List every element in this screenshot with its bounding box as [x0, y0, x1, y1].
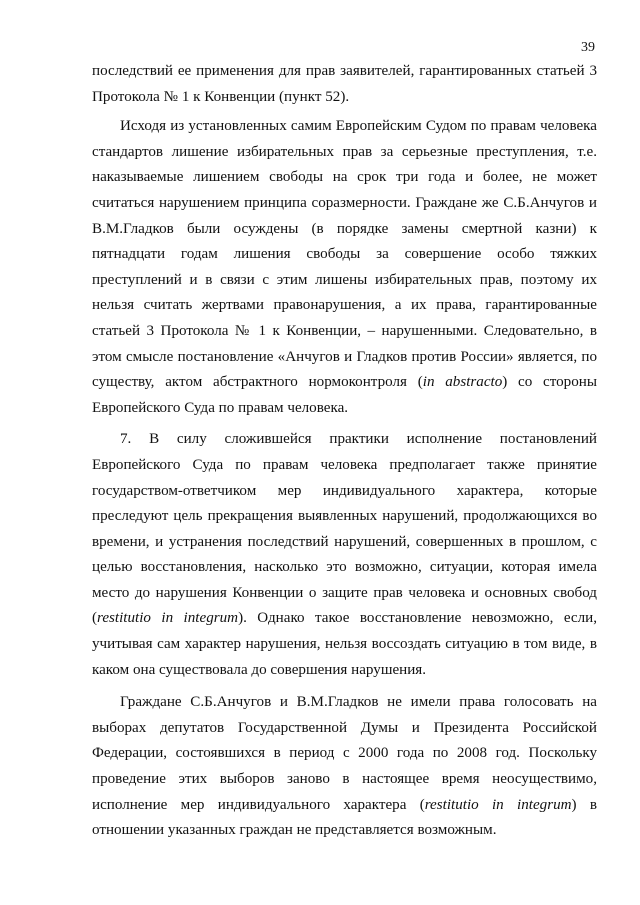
latin-term: restitutio in integrum — [424, 796, 572, 813]
paragraph-text: ) со стороны Европейского Суда по правам человека. — [92, 374, 597, 416]
document-body — [92, 59, 597, 844]
paragraph-text: 7. В силу сложившейся практики исполнение постановлений Европейского Суда по правам человека предполагает также принятие государством-ответчиком мер индивидуального характера, которые преследуют цель прекращения выявленных нарушений, продолжающихся во времени, и устранения последствий нарушений, совершенных в прошлом, с целью восстановления, насколько это возможно, ситуации, которая имела место до нарушения Конвенции о защите прав человека и основных свобод ( — [92, 431, 597, 627]
paragraph-text: Граждане С.Б.Анчугов и В.М.Гладков не имели права голосовать на выборах депутатов Государственной Думы и Президента Российской Федерации, состоявшихся в период с 2000 года по 2008 год. Поскольку проведение этих выборов заново в настоящее время неосуществимо, исполнение мер индивидуального характера ( — [92, 694, 597, 813]
paragraph-standards — [92, 114, 597, 421]
page-number: 39 — [581, 40, 595, 55]
paragraph-text: ). Однако такое восстановление невозможно, если, учитывая сам характер нарушения, нельзя воссоздать ситуацию в том виде, в каком она существовала до совершения нарушения. — [92, 610, 597, 678]
paragraph-text: Исходя из установленных самим Европейским Судом по правам человека стандартов лишение избирательных прав за серьезные преступления, т.е. наказываемые лишением свободы на срок три года и более, не может считаться нарушением принципа соразмерности. Граждане же С.Б.Анчугов и В.М.Гладков были осуждены (в порядке замены смертной казни) к пятнадцати годам лишения свободы за совершение особо тяжких преступлений и в связи с этим лишены избирательных прав, поэтому их нельзя считать жертвами правонарушения, а их права, гарантированные статьей 3 Протокола № 1 к Конвенции, – нарушенными. Следовательно, в этом смысле постановление «Анчугов и Гладков против России» является, по существу, актом абстрактного нормоконтроля ( — [92, 118, 597, 391]
paragraph-text: последствий ее применения для прав заявителей, гарантированных статьей 3 Протокола № 1 к Конвенции (пункт 52). — [92, 63, 597, 105]
paragraph-text: ) в отношении указанных граждан не представляется возможным. — [92, 796, 597, 839]
paragraph-continuation — [92, 59, 597, 110]
latin-term: restitutio in integrum — [97, 610, 239, 627]
paragraph-conclusion — [92, 690, 597, 844]
latin-term: in abstracto — [422, 374, 503, 391]
paragraph-item-7 — [92, 427, 597, 683]
